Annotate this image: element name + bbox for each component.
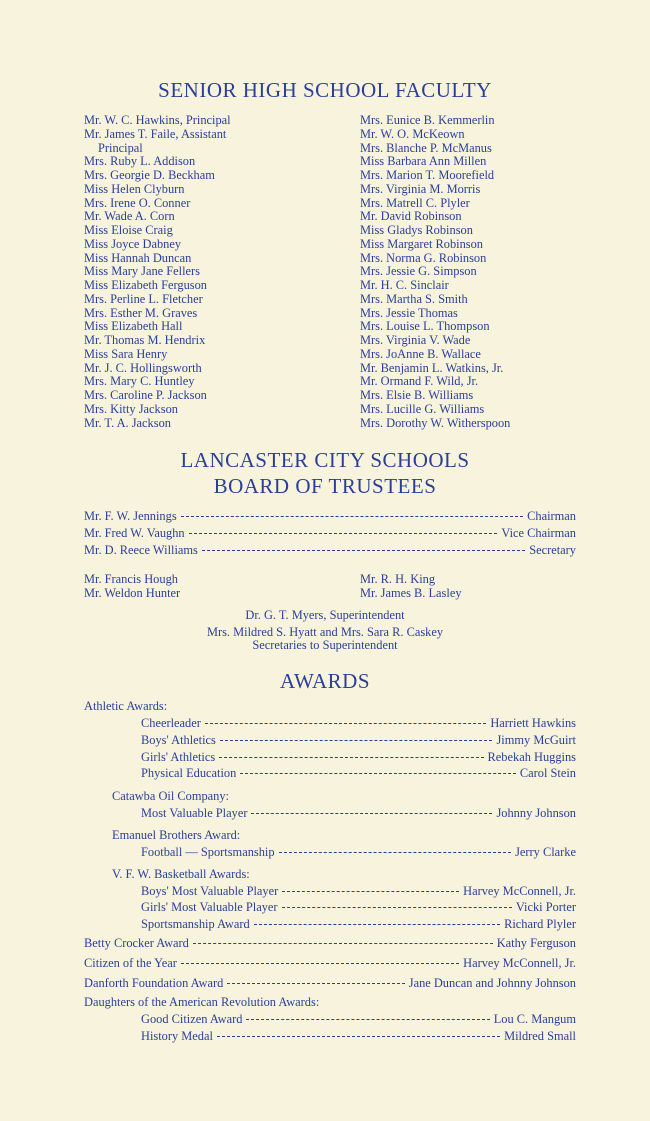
leader-dots — [251, 813, 492, 814]
faculty-member: Mr. H. C. Sinclair — [360, 278, 449, 292]
faculty-member: Mrs. Louise L. Thompson — [360, 319, 490, 334]
board-officer-row — [84, 543, 576, 557]
faculty-member: Mrs. Virginia M. Morris — [360, 181, 481, 196]
faculty-member: Mr. W. O. McKeown — [360, 126, 465, 141]
faculty-title: SENIOR HIGH SCHOOL FACULTY — [158, 78, 492, 102]
faculty-member: Mr. W. C. Hawkins, Principal — [84, 113, 231, 127]
faculty-right-column — [360, 114, 510, 430]
faculty-member: Miss Joyce Dabney — [84, 236, 182, 251]
vfw-heading: V. F. W. Basketball Awards: — [112, 867, 250, 881]
faculty-member: Mrs. Marion T. Moorefield — [360, 168, 495, 182]
officer-name: Mr. Fred W. Vaughn — [84, 526, 185, 540]
faculty-member: Mrs. Georgie D. Beckham — [84, 168, 215, 182]
award-row — [141, 733, 576, 747]
award-row — [141, 884, 576, 898]
faculty-member: Mrs. Kitty Jackson — [84, 401, 178, 416]
award-row — [141, 750, 576, 764]
award-winner: Vicki Porter — [515, 900, 576, 914]
award-name: Good Citizen Award — [141, 1012, 243, 1026]
leader-dots — [219, 757, 483, 758]
faculty-member: Mrs. Blanche P. McManus — [360, 140, 492, 155]
award-row — [141, 716, 576, 730]
faculty-member: Miss Sara Henry — [84, 346, 168, 361]
faculty-member: Mrs. Jessie Thomas — [360, 305, 458, 320]
award-name: Danforth Foundation Award — [84, 976, 224, 990]
faculty-member: Miss Helen Clyburn — [84, 181, 185, 196]
faculty-member: Mr. J. C. Hollingsworth — [84, 360, 202, 375]
superintendent: Dr. G. T. Myers, Superintendent — [245, 608, 405, 622]
leader-dots — [217, 1036, 500, 1037]
officer-name: Mr. F. W. Jennings — [84, 509, 177, 523]
award-name: Cheerleader — [141, 716, 201, 730]
award-name: Girls' Most Valuable Player — [141, 900, 278, 914]
award-winner: Johnny Johnson — [496, 806, 576, 820]
faculty-member: Mrs. Lucille G. Williams — [360, 401, 485, 416]
faculty-member: Miss Eloise Craig — [84, 223, 173, 237]
leader-dots — [181, 516, 523, 517]
award-winner: Jane Duncan and Johnny Johnson — [408, 976, 576, 990]
faculty-member: Mrs. Martha S. Smith — [360, 291, 468, 306]
award-winner: Kathy Ferguson — [496, 936, 576, 950]
award-winner: Richard Plyler — [504, 917, 576, 931]
award-winner: Lou C. Mangum — [493, 1012, 576, 1026]
leader-dots — [205, 723, 486, 724]
award-row — [84, 956, 576, 970]
faculty-member: Mrs. Dorothy W. Witherspoon — [360, 415, 511, 430]
faculty-member: Miss Elizabeth Ferguson — [84, 278, 207, 292]
award-winner: Mildred Small — [504, 1029, 576, 1043]
award-name: Physical Education — [141, 766, 237, 780]
leader-dots — [282, 891, 459, 892]
faculty-member: Mrs. JoAnne B. Wallace — [360, 346, 481, 361]
faculty-member: Mrs. Caroline P. Jackson — [84, 388, 207, 402]
award-name: Boys' Athletics — [141, 733, 216, 747]
award-name: Girls' Athletics — [141, 750, 216, 764]
faculty-member: Miss Elizabeth Hall — [84, 319, 183, 334]
secretaries-names: Mrs. Mildred S. Hyatt and Mrs. Sara R. Caskey — [206, 625, 444, 639]
faculty-member: Miss Margaret Robinson — [360, 236, 483, 251]
faculty-member: Mrs. Virginia V. Wade — [360, 333, 471, 347]
faculty-member: Mrs. Ruby L. Addison — [84, 154, 196, 169]
faculty-member: Principal — [98, 140, 143, 155]
award-name: Boys' Most Valuable Player — [141, 884, 279, 898]
award-winner: Rebekah Huggins — [487, 750, 576, 764]
officer-role: Secretary — [529, 543, 576, 557]
award-winner: Jimmy McGuirt — [496, 733, 576, 747]
faculty-member: Mrs. Matrell C. Plyler — [360, 195, 470, 210]
award-name: Sportsmanship Award — [141, 917, 250, 931]
leader-dots — [240, 773, 516, 774]
officer-role: Chairman — [527, 509, 576, 523]
faculty-member: Mrs. Irene O. Conner — [84, 195, 191, 210]
award-row — [141, 1012, 576, 1026]
faculty-member: Mr. T. A. Jackson — [84, 415, 171, 430]
leader-dots — [282, 907, 512, 908]
faculty-member: Miss Barbara Ann Millen — [360, 154, 487, 169]
award-name: Football — Sportsmanship — [141, 845, 275, 859]
leader-dots — [189, 533, 498, 534]
award-row — [141, 917, 576, 931]
faculty-member: Mrs. Perline L. Fletcher — [84, 291, 203, 306]
board-member: Mr. James B. Lasley — [360, 586, 462, 600]
award-row — [141, 1029, 576, 1043]
leader-dots — [246, 1019, 489, 1020]
emanuel-heading: Emanuel Brothers Award: — [112, 828, 241, 842]
award-winner: Harvey McConnell, Jr. — [463, 884, 576, 898]
faculty-member: Miss Mary Jane Fellers — [84, 264, 200, 279]
award-winner: Carol Stein — [519, 766, 576, 780]
leader-dots — [254, 924, 500, 925]
award-row — [84, 976, 576, 990]
faculty-member: Mr. Thomas M. Hendrix — [84, 333, 206, 347]
awards-title: AWARDS — [280, 669, 370, 693]
award-winner: Harvey McConnell, Jr. — [463, 956, 576, 970]
leader-dots — [202, 550, 525, 551]
leader-dots — [181, 963, 459, 964]
board-officer-row — [84, 526, 576, 540]
faculty-member: Mrs. Elsie B. Williams — [360, 388, 474, 402]
faculty-member: Mrs. Norma G. Robinson — [360, 250, 487, 265]
award-name: Betty Crocker Award — [84, 936, 189, 950]
faculty-member: Mrs. Esther M. Graves — [84, 305, 198, 320]
faculty-member: Mrs. Eunice B. Kemmerlin — [360, 113, 495, 127]
athletic-awards-heading: Athletic Awards: — [84, 699, 168, 713]
board-title-line1: LANCASTER CITY SCHOOLS — [180, 448, 470, 472]
award-name: Citizen of the Year — [84, 956, 177, 970]
officer-name: Mr. D. Reece Williams — [84, 543, 198, 557]
award-winner: Harriett Hawkins — [490, 716, 576, 730]
secretaries-title: Secretaries to Superintendent — [252, 638, 398, 652]
faculty-member: Miss Hannah Duncan — [84, 250, 192, 265]
faculty-member: Mr. Ormand F. Wild, Jr. — [360, 374, 479, 389]
dar-heading: Daughters of the American Revolution Awards: — [84, 995, 320, 1009]
board-member: Mr. R. H. King — [360, 572, 436, 586]
faculty-member: Mr. David Robinson — [360, 209, 462, 224]
faculty-member: Mrs. Jessie G. Simpson — [360, 264, 477, 279]
board-member: Mr. Francis Hough — [84, 572, 178, 586]
faculty-member: Mr. Benjamin L. Watkins, Jr. — [360, 360, 504, 375]
faculty-member: Mrs. Mary C. Huntley — [84, 374, 195, 389]
faculty-member: Miss Gladys Robinson — [360, 223, 473, 237]
faculty-left-column — [84, 114, 231, 430]
leader-dots — [193, 943, 493, 944]
award-row — [141, 806, 576, 820]
officer-role: Vice Chairman — [501, 526, 576, 540]
leader-dots — [227, 983, 404, 984]
catawba-heading: Catawba Oil Company: — [112, 789, 230, 803]
board-member: Mr. Weldon Hunter — [84, 586, 181, 600]
award-row — [141, 845, 576, 859]
award-name: History Medal — [141, 1029, 213, 1043]
faculty-member: Mr. Wade A. Corn — [84, 209, 175, 224]
award-name: Most Valuable Player — [141, 806, 248, 820]
leader-dots — [279, 852, 512, 853]
award-winner: Jerry Clarke — [515, 845, 576, 859]
award-row — [141, 900, 576, 914]
leader-dots — [220, 740, 493, 741]
award-row — [84, 936, 576, 950]
faculty-member: Mr. James T. Faile, Assistant — [84, 126, 227, 141]
award-row — [141, 766, 576, 780]
board-officer-row — [84, 509, 576, 523]
board-title-line2: BOARD OF TRUSTEES — [213, 474, 437, 498]
